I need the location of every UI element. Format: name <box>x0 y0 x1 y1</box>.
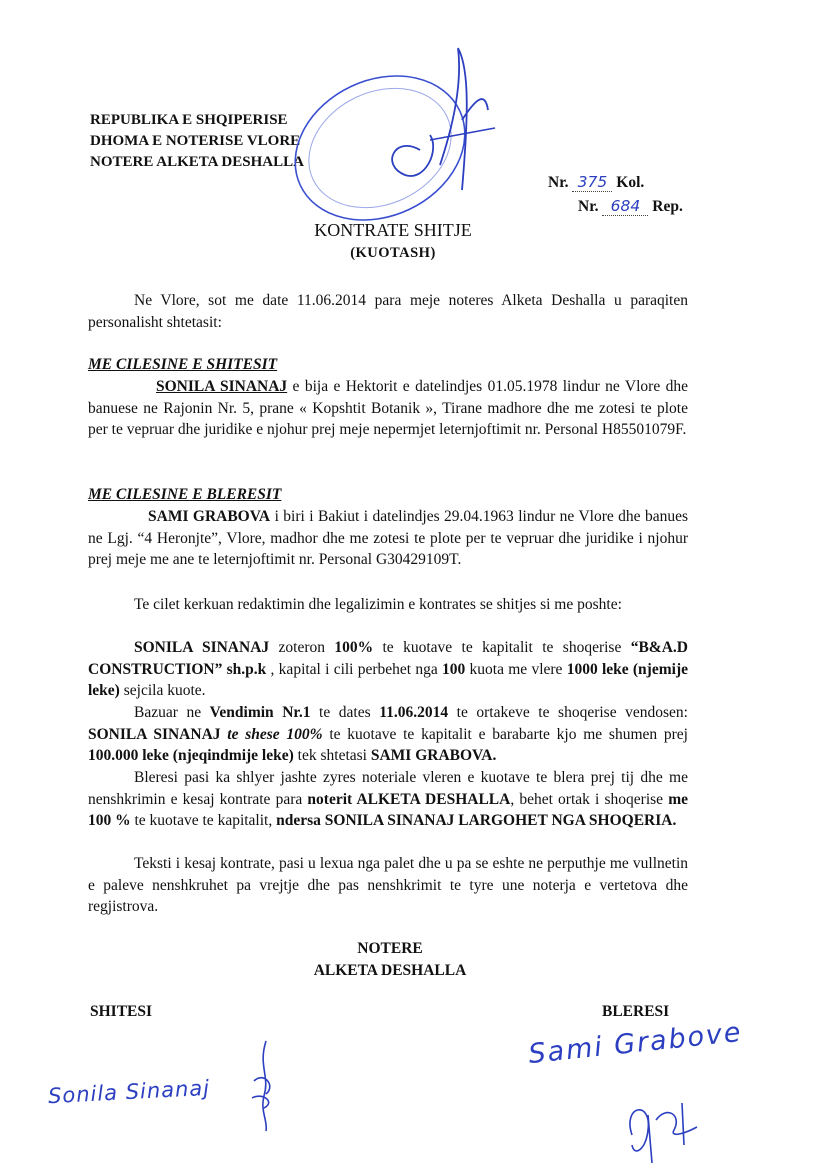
owner-percent: 100% <box>334 639 374 656</box>
owner-text-1: zoteron <box>269 639 335 656</box>
notary-name: ALKETA DESHALLA <box>313 962 467 979</box>
notary-header <box>90 110 304 173</box>
header-notary: NOTERE ALKETA DESHALLA <box>90 154 304 170</box>
decision-seller: SONILA SINANAJ <box>88 725 221 743</box>
seller-signature-mark-icon <box>236 1036 296 1136</box>
seller-label: SHITESI <box>90 1003 153 1020</box>
kol-label: Kol. <box>616 174 645 191</box>
intro-paragraph: Ne Vlore, sot me date 11.06.2014 para meje noteres Alketa Deshalla u paraqiten personalisht shtetasit: <box>88 292 688 331</box>
nr-label-2: Nr. <box>578 198 599 215</box>
notary-title: NOTERE <box>357 940 423 957</box>
payment-text-1: Bleresi pasi ka shlyer jashte zyres noteriale vleren e kuotave te blera prej tij dhe me nenshkrimin e kesaj kontrate para <box>88 769 688 808</box>
decision-amount: 100.000 leke (njeqindmije leke) <box>88 747 294 764</box>
final-paragraph: Teksti i kesaj kontrate, pasi u lexua nga palet dhe u pa se eshte ne perputhje me vullnetin e paleve nenshkruhet pa vrejtje dhe pas nenshkrimit te tyre une noterja e vertetova dhe regjistrova. <box>88 855 688 915</box>
payment-end: ndersa SONILA SINANAJ LARGOHET NGA SHOQERIA. <box>276 812 677 829</box>
decision-buyer: SAMI GRABOVA. <box>370 747 497 764</box>
rep-number <box>578 197 683 216</box>
buyer-signature-mark-icon <box>612 1075 722 1165</box>
seller-heading-text: ME CILESINE E SHITESIT <box>88 356 278 373</box>
decision-text-2: te dates <box>310 704 380 721</box>
kol-number <box>548 173 644 192</box>
kol-value: 375 <box>572 173 612 192</box>
decision-sell: te shese 100% <box>220 725 323 743</box>
seller-paragraph <box>88 376 688 441</box>
owner-text-6: sejcila kuote. <box>119 682 206 699</box>
decision-date: 11.06.2014 <box>379 704 449 721</box>
header-republic: REPUBLIKA E SHQIPERISE <box>90 112 288 128</box>
seller-details: e bija e Hektorit e datelindjes 01.05.1978 lindur ne Vlore dhe banuese ne Rajonin Nr. 5, prane « Kopshtit Botanik », Tirane madhore dhe me zotesi te plote per te vepruar dhe juridike e njohur prej meje nepermjet leternjoftimit nr. Personal H85501079F. <box>88 378 688 438</box>
company-name: “B&A.D CONSTRUCTION” <box>88 639 688 678</box>
header-chamber: DHOMA E NOTERISE VLORE <box>90 133 301 149</box>
contract-title <box>0 220 826 241</box>
buyer-payment-paragraph <box>88 767 688 832</box>
payment-text-3: te kuotave te kapitalit, <box>130 812 277 829</box>
decision-text-5: tek shtetasi <box>293 747 371 764</box>
buyer-details: i biri i Bakiut i datelindjes 29.04.1963 lindur ne Vlore dhe banues ne Lgj. “4 Heronjte”, Vlore, madhor dhe me zotesi te plote per te vepruar dhe juridike i njohur prej meje me ane te leternjoftimit nr. Personal G30429109T. <box>88 508 689 568</box>
owner-text-4: , kapital i cili perbehet nga <box>266 660 443 678</box>
title-main: KONTRATE SHITJE <box>314 220 472 240</box>
buyer-heading <box>88 484 688 506</box>
decision-text-4: te kuotave te kapitalit e barabarte kjo me shumen prej <box>322 725 688 743</box>
decision-text-1: Bazuar ne <box>134 704 210 721</box>
buyer-label: BLERESI <box>602 1003 670 1020</box>
quota-count: 100 <box>442 660 466 678</box>
payment-percent: me 100 % <box>88 790 688 829</box>
decision-paragraph <box>88 702 688 767</box>
payment-text-2: , behet ortak i shoqerise <box>510 790 669 808</box>
seller-name: SONILA SINANAJ <box>156 378 288 395</box>
buyer-name: SAMI GRABOVA <box>148 508 271 525</box>
rep-value: 684 <box>602 197 648 216</box>
nr-label: Nr. <box>548 174 569 191</box>
buyer-heading-text: ME CILESINE E BLERESIT <box>88 486 282 503</box>
quota-value: 1000 leke (njemije leke) <box>88 660 688 699</box>
ownership-paragraph <box>88 637 688 702</box>
owner-text-5: kuota me vlere <box>465 660 567 678</box>
title-sub: (KUOTASH) <box>350 245 436 261</box>
owner-name: SONILA SINANAJ <box>134 639 270 656</box>
rep-label: Rep. <box>652 198 683 215</box>
notary-block <box>290 938 490 982</box>
buyer-signature: Sami Grabove <box>526 1016 744 1071</box>
title-sub-wrap <box>0 245 826 262</box>
buyer-paragraph <box>88 506 688 571</box>
seller-signature: Sonila Sinanaj <box>47 1075 211 1109</box>
payment-notary: noterit ALKETA DESHALLA <box>307 790 511 808</box>
seller-heading <box>88 354 688 376</box>
decision-text-3: te ortakeve te shoqerise vendosen: <box>448 704 688 721</box>
decision-number: Vendimin Nr.1 <box>209 704 311 721</box>
company-type: sh.p.k <box>222 660 267 678</box>
owner-text-2: te kuotave te kapitalit te shoqerise <box>373 639 631 656</box>
request-paragraph: Te cilet kerkuan redaktimin dhe legalizimin e kontrates se shitjes si me poshte: <box>134 596 622 613</box>
